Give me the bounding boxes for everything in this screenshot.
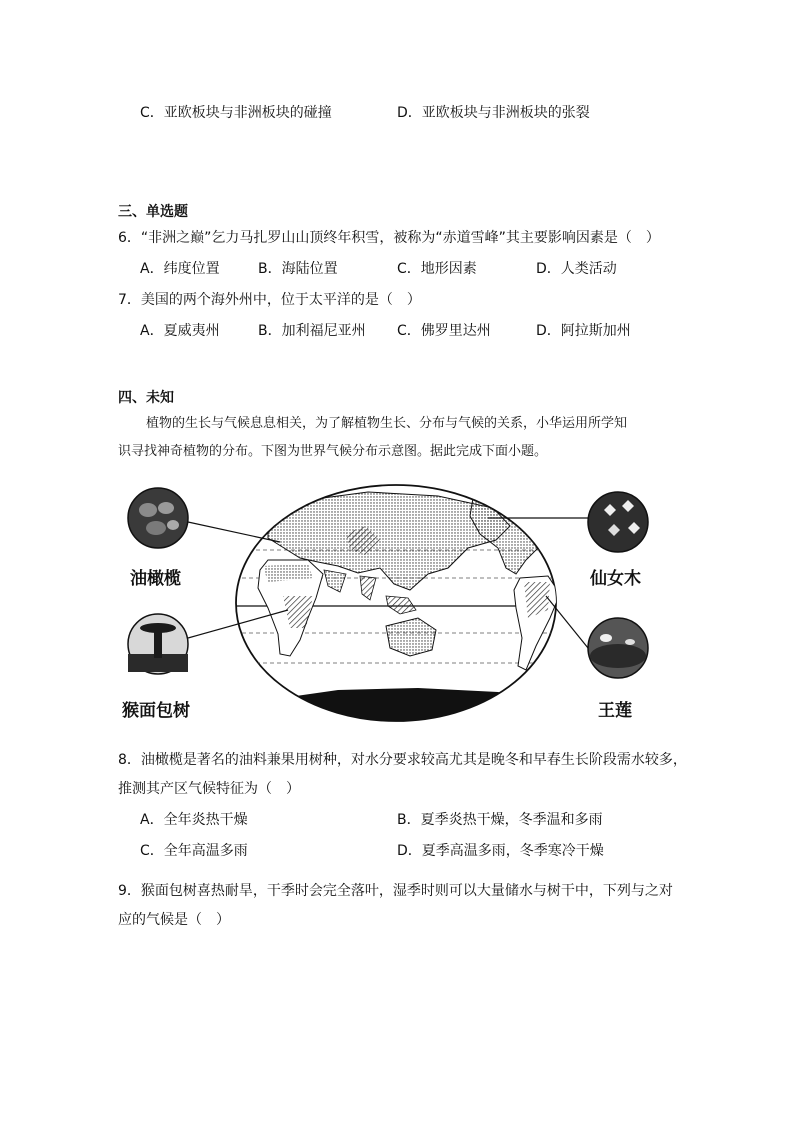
section-3-heading: 三、单选题	[118, 204, 188, 220]
q7-option-a: A．夏威夷州	[140, 323, 220, 339]
fairy-tree-photo	[588, 492, 648, 552]
q7-option-d: D．阿拉斯加州	[536, 323, 631, 339]
lotus-photo	[588, 618, 648, 678]
q7-option-c: C．佛罗里达州	[397, 323, 491, 339]
lotus-label: 王莲	[598, 701, 632, 721]
option-d-prev: D．亚欧板块与非洲板块的张裂	[397, 105, 590, 121]
passage-line-2: 识寻找神奇植物的分布。下图为世界气候分布示意图。据此完成下面小题。	[118, 444, 548, 459]
fairy-tree-label: 仙女木	[590, 569, 641, 589]
q8-option-c: C．全年高温多雨	[140, 843, 248, 859]
option-c-prev: C．亚欧板块与非洲板块的碰撞	[140, 105, 332, 121]
q8-option-a: A．全年炎热干燥	[140, 812, 248, 828]
olive-label: 油橄榄	[130, 569, 181, 589]
world-climate-figure	[118, 478, 678, 730]
q9-stem-line-2: 应的气候是（ ）	[118, 912, 230, 928]
q8-option-b: B．夏季炎热干燥，冬季温和多雨	[397, 812, 603, 828]
olive-leader-line	[188, 522, 280, 542]
q7-option-b: B．加利福尼亚州	[258, 323, 366, 339]
passage-line-1: 植物的生长与气候息息相关，为了解植物生长、分布与气候的关系，小华运用所学知	[146, 416, 628, 431]
q8-stem-line-2: 推测其产区气候特征为（ ）	[118, 781, 300, 797]
world-map-illustration	[118, 478, 678, 730]
passage	[118, 410, 678, 466]
q7-stem: 7．美国的两个海外州中，位于太平洋的是（ ）	[118, 292, 421, 308]
q6-option-c: C．地形因素	[397, 261, 477, 277]
q9-stem-line-1: 9．猴面包树喜热耐旱，干季时会完全落叶，湿季时则可以大量储水与树干中，下列与之对	[118, 883, 673, 899]
baobab-photo	[128, 614, 188, 674]
baobab-label: 猴面包树	[122, 701, 190, 721]
q8-option-d: D．夏季高温多雨，冬季寒冷干燥	[397, 843, 604, 859]
section-4-heading: 四、未知	[118, 390, 174, 406]
q8-stem-line-1: 8．油橄榄是著名的油料兼果用树种，对水分要求较高尤其是晚冬和早春生长阶段需水较多，	[118, 752, 687, 768]
q6-option-a: A．纬度位置	[140, 261, 220, 277]
q6-option-b: B．海陆位置	[258, 261, 338, 277]
q6-stem: 6．“非洲之巅”乞力马扎罗山山顶终年积雪，被称为“赤道雪峰”其主要影响因素是（ ）	[118, 230, 660, 246]
q6-option-d: D．人类活动	[536, 261, 617, 277]
olive-photo	[128, 488, 188, 548]
